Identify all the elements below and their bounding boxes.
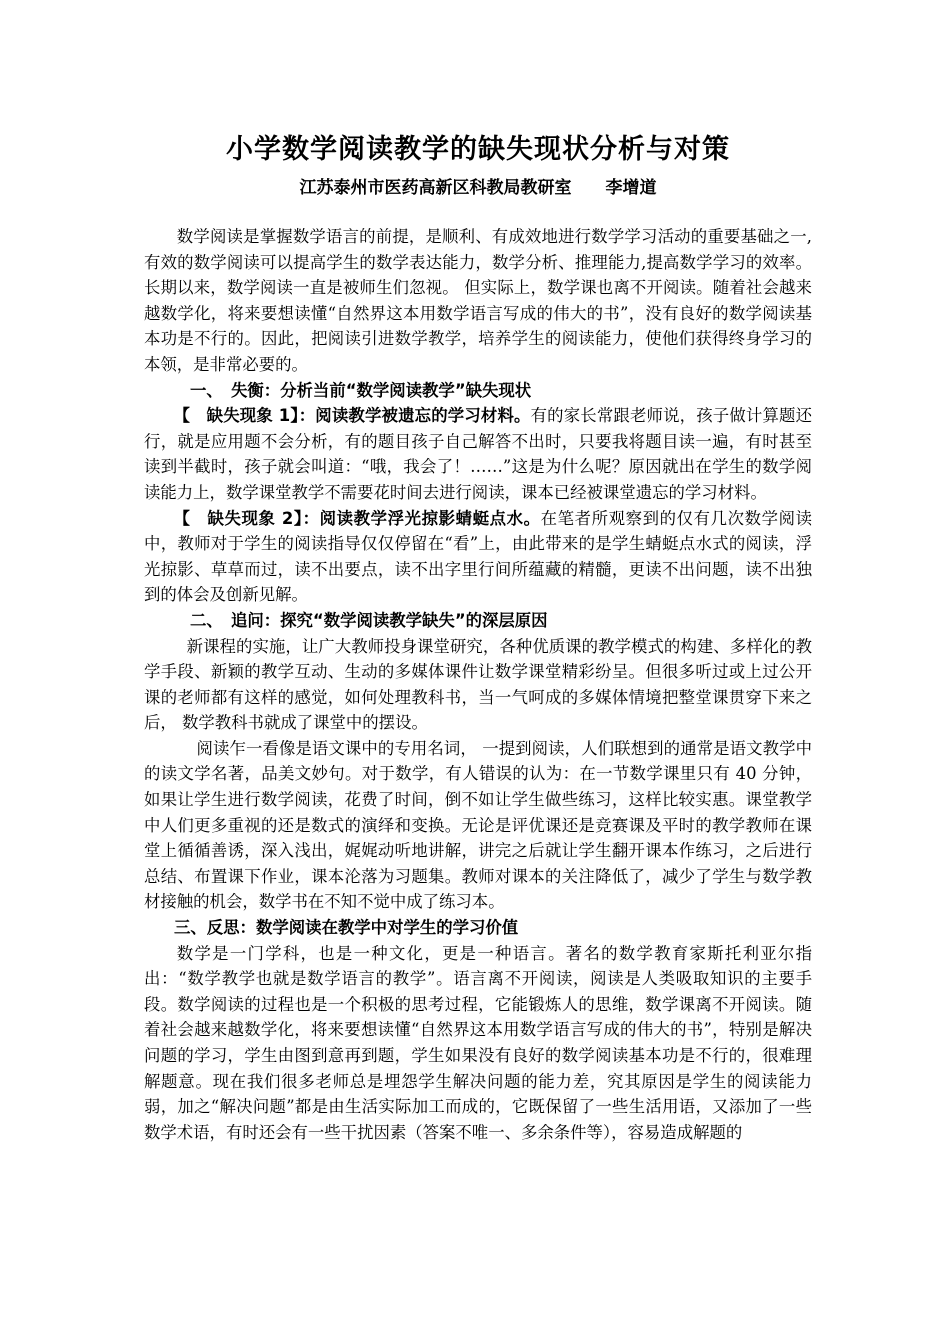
author-line: 江苏泰州市医药高新区科教局教研室 李增道	[299, 178, 657, 198]
phenomenon-2-paragraph	[144, 506, 812, 608]
phenomenon-1-paragraph	[144, 403, 812, 505]
phenomenon-2-lead: 【 缺失现象 2】：阅读教学浮光掠影蜻蜓点水。	[173, 508, 541, 528]
phenomenon-1-text: 有的家长常跟老师说，孩子做计算题还行，就是应用题不会分析，有的题目孩子自己解答不出时，只要我将题目读一遍，有时甚至读到半截时，孩子就会叫道：“哦，我会了！……”这是为什么呢？原因就出在学生的数学阅读能力上，数学课堂教学不需要花时间去进行阅读，课本已经被课堂遗忘的学习材料。	[144, 406, 812, 502]
section-2-paragraph-b: 阅读乍一看像是语文课中的专用名词， 一提到阅读，人们联想到的通常是语文教学中的读文学名著，品美文妙句。对于数学，有人错误的认为：在一节数学课里只有 40 分钟，如果让学生进行数学阅读，花费了时间，倒不如让学生做些练习，这样比较实惠。课堂教学中人们更多重视的还是数式的演绎和变换。无论是评优课还是竞赛课及平时的教学教师在课堂上循循善诱，深入浅出，娓娓动听地讲解，讲完之后就让学生翻开课本作练习，之后进行总结、布置课下作业，课本沦落为习题集。教师对课本的关注降低了，减少了学生与数学教材接触的机会，数学书在不知不觉中成了练习本。	[144, 738, 812, 912]
section-heading-2: 二、 追问：探究“数学阅读教学缺失”的深层原因	[190, 610, 548, 630]
section-heading-3: 三、反思：数学阅读在教学中对学生的学习价值	[174, 918, 519, 938]
intro-paragraph: 数学阅读是掌握数学语言的前提，是顺利、有成效地进行数学学习活动的重要基础之一,有效的数学阅读可以提高学生的数学表达能力，数学分析、推理能力,提高数学学习的效率。长期以来，数学阅读一直是被师生们忽视。 但实际上，数学课也离不开阅读。随着社会越来越数学化，将来要想读懂“自然界这本用数学语言写成的伟大的书”，没有良好的数学阅读基本功是不行的。因此，把阅读引进数学教学，培养学生的阅读能力，使他们获得终身学习的本领，是非常必要的。	[144, 227, 812, 374]
document-title: 小学数学阅读教学的缺失现状分析与对策	[226, 134, 730, 165]
document-body	[144, 224, 812, 1145]
section-heading-1: 一、 失衡：分析当前“数学阅读教学”缺失现状	[190, 380, 532, 400]
section-2-paragraph-a: 新课程的实施，让广大教师投身课堂研究，各种优质课的教学模式的构建、多样化的教学手段、新颖的教学互动、生动的多媒体课件让数学课堂精彩纷呈。但很多听过或上过公开课的老师都有这样的感觉，如何处理教科书，当一气呵成的多媒体情境把整堂课贯穿下来之后， 数学教科书就成了课堂中的摆设。	[144, 636, 812, 733]
phenomenon-2-text: 在笔者所观察到的仅有几次数学阅读中，教师对于学生的阅读指导仅仅停留在“看”上，由此带来的是学生蜻蜓点水式的阅读，浮光掠影、草草而过，读不出要点，读不出字里行间所蕴藏的精髓，更读不出问题，读不出独到的体会及创新见解。	[144, 508, 812, 605]
section-3-paragraph: 数学是一门学科，也是一种文化，更是一种语言。著名的数学教育家斯托利亚尔指出：“数学教学也就是数学语言的教学”。语言离不开阅读，阅读是人类吸取知识的主要手段。数学阅读的过程也是一个积极的思考过程，它能锻炼人的思维，数学课离不开阅读。随着社会越来越数学化，将来要想读懂“自然界这本用数学语言写成的伟大的书”，特别是解决问题的学习，学生由图到意再到题，学生如果没有良好的数学阅读基本功是不行的，很难理解题意。现在我们很多老师总是埋怨学生解决问题的能力差，究其原因是学生的阅读能力弱，加之“解决问题”都是由生活实际加工而成的，它既保留了一些生活用语，又添加了一些数学术语，有时还会有一些干扰因素（答案不唯一、多余条件等），容易造成解题的	[144, 943, 812, 1142]
phenomenon-1-lead: 【 缺失现象 1】：阅读教学被遗忘的学习材料。	[173, 406, 531, 426]
